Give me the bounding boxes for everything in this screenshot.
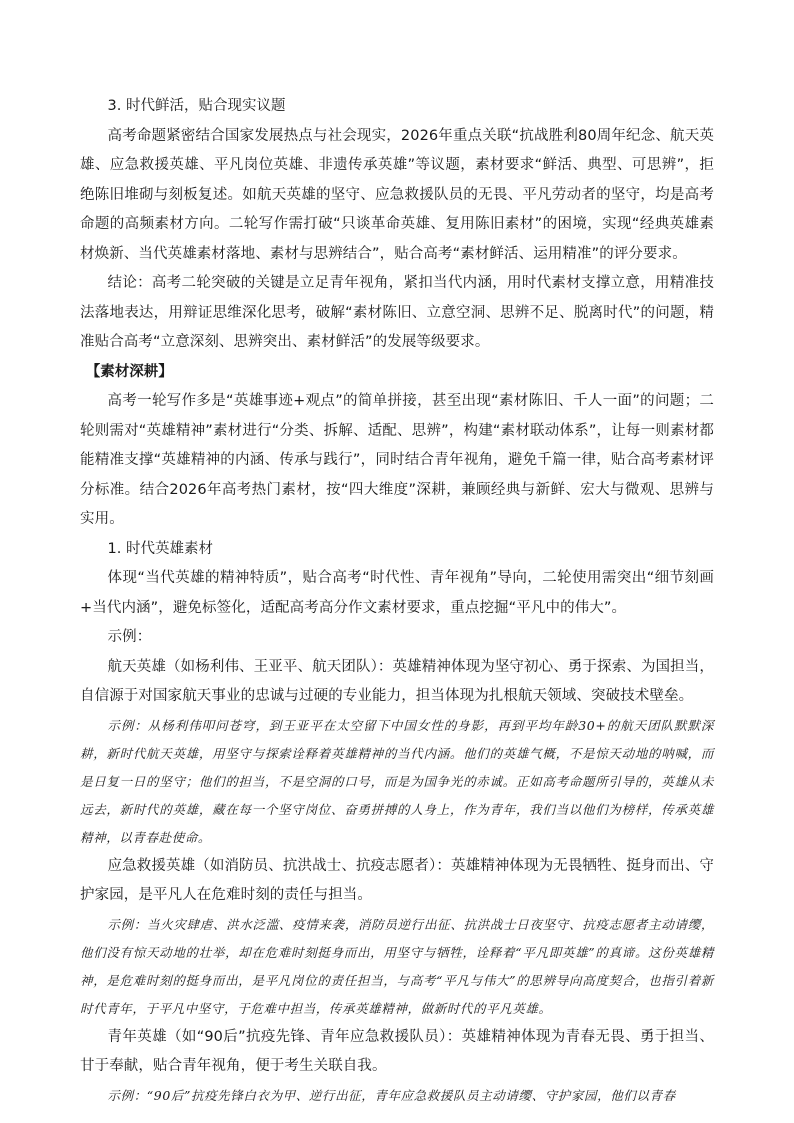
example-paragraph: 示例：当火灾肆虐、洪水泛滥、疫情来袭，消防员逆行出征、抗洪战士日夜坚守、抗疫志愿者主动请缨，他们没有惊天动地的壮举，却在危难时刻挺身而出，用坚守与牺牲，诠释着“平凡即英雄”的真谛。这份英雄精神，是危难时刻的挺身而出，是平凡岗位的责任担当，与高考“平凡与伟大”的思辨导向高度契合，也指引着新时代青年，于平凡中坚守，于危难中担当，传承英雄精神，做新时代的平凡英雄。 <box>80 916 714 1016</box>
hero-category-aerospace: 航天英雄（如杨利伟、王亚平、航天团队）：英雄精神体现为坚守初心、勇于探索、为国担当，自信源于对国家航天事业的忠诚与过硬的专业能力，担当体现为扎根航天领域、突破技术壁垒。 <box>80 658 714 704</box>
section-heading-3: 3. 时代鲜活，贴合现实议题 <box>107 98 286 114</box>
hero-category-youth: 青年英雄（如“90后”抗疫先锋、青年应急救援队员）：英雄精神体现为青春无畏、勇于担当、甘于奉献，贴合青年视角，便于考生关联自我。 <box>80 1028 714 1074</box>
example-paragraph: 示例：从杨利伟叩问苍穹，到王亚平在太空留下中国女性的身影，再到平均年龄30+的航天团队默默深耕，新时代航天英雄，用坚守与探索诠释着英雄精神的当代内涵。他们的英雄气概，不是惊天动地的呐喊，而是日复一日的坚守；他们的担当，不是空洞的口号，而是为国争光的赤诚。正如高考命题所引导的，英雄从未远去，新时代的英雄，藏在每一个坚守岗位、奋勇拼搏的人身上，作为青年，我们当以他们为榜样，传承英雄精神，以青春赴使命。 <box>80 717 714 845</box>
example-paragraph: 示例：“90后”抗疫先锋白衣为甲、逆行出征，青年应急救援队员主动请缨、守护家园，他们以青春 <box>107 1087 676 1103</box>
body-paragraph: 体现“当代英雄的精神特质”，贴合高考“时代性、青年视角”导向，二轮使用需突出“细节刻画+当代内涵”，避免标签化，适配高考高分作文素材要求，重点挖掘“平凡中的伟大”。 <box>80 570 714 616</box>
conclusion-paragraph: 结论：高考二轮突破的关键是立足青年视角，紧扣当代内涵，用时代素材支撑立意，用精准技法落地表达，用辩证思维深化思考，破解“素材陈旧、立意空洞、思辨不足、脱离时代”的问题，精准贴合高考“立意深刻、思辨突出、素材鲜活”的发展等级要求。 <box>80 275 714 350</box>
body-paragraph: 高考命题紧密结合国家发展热点与社会现实，2026年重点关联“抗战胜利80周年纪念、航天英雄、应急救援英雄、平凡岗位英雄、非遗传承英雄”等议题，素材要求“鲜活、典型、可思辨”，拒绝陈旧堆砌与刻板复述。如航天英雄的坚守、应急救援队员的无畏、平凡劳动者的坚守，均是高考命题的高频素材方向。二轮写作需打破“只谈革命英雄、复用陈旧素材”的困境，实现“经典英雄素材焕新、当代英雄素材落地、素材与思辨结合”，贴合高考“素材鲜活、运用精准”的评分要求。 <box>80 127 714 262</box>
subsection-heading-1: 1. 时代英雄素材 <box>107 540 213 557</box>
body-paragraph: 高考一轮写作多是“英雄事迹+观点”的简单拼接，甚至出现“素材陈旧、千人一面”的问题；二轮则需对“英雄精神”素材进行“分类、拆解、适配、思辨”，构建“素材联动体系”，让每一则素材都能精准支撑“英雄精神的内涵、传承与践行”，同时结合青年视角，避免千篇一律，贴合高考素材评分标准。结合2026年高考热门素材，按“四大维度”深耕，兼顾经典与新鲜、宏大与微观、思辨与实用。 <box>80 393 714 527</box>
example-label: 示例： <box>107 629 152 645</box>
bracket-heading: 【素材深耕】 <box>85 363 173 380</box>
hero-category-emergency: 应急救援英雄（如消防员、抗洪战士、抗疫志愿者）：英雄精神体现为无畏牺牲、挺身而出、守护家园，是平凡人在危难时刻的责任与担当。 <box>80 857 714 903</box>
